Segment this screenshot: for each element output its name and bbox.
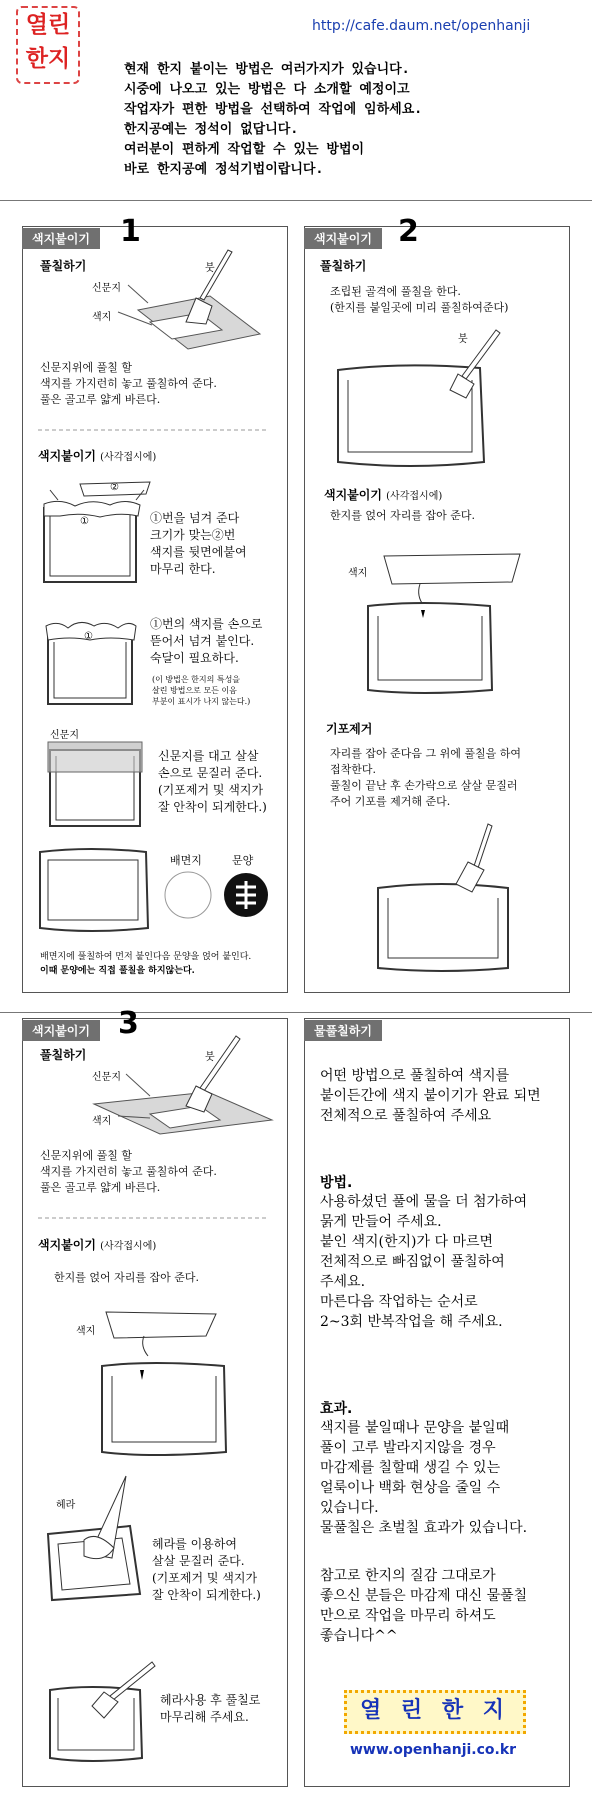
label-spatula: 헤라: [56, 1500, 76, 1511]
intro-line: 여러분이 편하게 작업할 수 있는 방법이: [124, 142, 365, 157]
section-tag: 물풀칠하기: [304, 1020, 382, 1041]
text-line: 신문지를 대고 살살: [158, 749, 259, 763]
method-heading: 방법.: [320, 1175, 353, 1191]
text-line: 마무리 한다.: [150, 562, 216, 576]
text-line: 얼룩이나 백화 현상을 줄일 수: [320, 1480, 501, 1496]
leader-line: [126, 1074, 150, 1096]
text-line: ①번을 넘겨 준다: [150, 511, 240, 525]
text-line: 신문지위에 풀칠 할: [40, 1149, 133, 1162]
text-line: 배면지에 풀칠하여 먼저 붙인다음 문양을 얹어 붙인다.: [40, 952, 252, 962]
mark-1: ①: [80, 516, 89, 527]
text-line: 풀칠이 끝난 후 손가락으로 살살 문질러: [330, 779, 518, 792]
section-tag: 색지붙이기: [22, 1020, 100, 1041]
text-line: (기포제거 및 색지가: [158, 783, 264, 797]
mark-1: ①: [84, 631, 93, 642]
text-line: 풀은 골고루 얇게 바른다.: [40, 1181, 161, 1194]
heading-note: (사각접시에): [100, 1241, 157, 1252]
note-text: [320, 1566, 527, 1646]
text-line: 부분이 표시가 나지 않는다.): [152, 697, 251, 706]
text-line: 뜯어서 넘겨 붙인다.: [150, 634, 255, 648]
step-number: 2: [398, 214, 419, 249]
brand-logo: 열 린 한 지: [344, 1690, 526, 1734]
heading-note: (사각접시에): [386, 491, 443, 502]
text-line: 마감제를 칠할때 생길 수 있는: [320, 1460, 501, 1476]
text-line: 헤라사용 후 풀칠로: [160, 1693, 261, 1707]
heading-text: 색지붙이기: [38, 449, 96, 463]
text-line: 풀은 골고루 얇게 바른다.: [40, 393, 161, 406]
text-line: 조립된 골격에 풀칠을 한다.: [330, 285, 461, 298]
text-line: 자리를 잡아 준다음 그 위에 풀칠을 하여: [330, 747, 521, 760]
intro-line: 시중에 나오고 있는 방법은 다 소개할 예정이고: [124, 82, 410, 97]
text-line: 물풀칠은 초벌칠 효과가 있습니다.: [320, 1520, 528, 1536]
heading-text: 색지붙이기: [38, 1238, 96, 1252]
color-paper-sheet: [106, 1312, 216, 1338]
label-paper: 색지: [92, 1116, 112, 1127]
text-line: 색지를 붙일때나 문양을 붙일때: [320, 1420, 510, 1436]
text-line: 헤라를 이용하여: [152, 1537, 237, 1551]
label-newspaper: 신문지: [50, 730, 79, 741]
heading-note: (사각접시에): [100, 452, 157, 463]
label-pattern: 문양: [232, 854, 254, 867]
text-line: 색지를 뒷면에붙여: [150, 545, 247, 559]
text-line: 어떤 방법으로 풀칠하여 색지를: [320, 1068, 510, 1084]
text-line: 이때 문양에는 직접 풀칠을 하지않는다.: [40, 966, 195, 976]
text-line: 전체적으로 풀칠하여 주세요: [320, 1108, 492, 1124]
label-paper: 색지: [76, 1326, 96, 1337]
text-line: ①번의 색지를 손으로: [150, 617, 263, 631]
text-line: (기포제거 및 색지가: [152, 1571, 258, 1585]
method-text: [320, 1192, 527, 1332]
intro-line: 한지공예는 정석이 없답니다.: [124, 122, 299, 137]
text-line: 붙이든간에 색지 붙이기가 완료 되면: [320, 1088, 541, 1104]
text-line: 참고로 한지의 질감 그대로가: [320, 1568, 496, 1584]
intro-line: 작업자가 편한 방법을 선택하여 작업에 임하세요.: [124, 102, 423, 117]
text-line: 묽게 만들어 주세요.: [320, 1214, 442, 1230]
section-tag: 색지붙이기: [304, 228, 382, 249]
logo-line2: 한지: [25, 46, 71, 72]
logo-line1: 열린: [25, 12, 71, 38]
text-line: 좋으신 분들은 마감제 대신 물풀칠: [320, 1588, 528, 1604]
text-line: 색지를 가지런히 놓고 풀칠하여 준다.: [40, 377, 217, 390]
label-newspaper: 신문지: [92, 283, 121, 294]
text-line: 붙인 색지(한지)가 다 마르면: [320, 1234, 494, 1250]
frame-icon: [102, 1363, 226, 1455]
attach-text: 한지를 얹어 자리를 잡아 준다.: [54, 1271, 199, 1284]
text-line: 풀이 고루 발라지지않을 경우: [320, 1440, 496, 1456]
label-newspaper: 신문지: [92, 1072, 121, 1083]
text-line: 접착한다.: [330, 763, 377, 776]
attach-text: 한지를 얹어 자리를 잡아 준다.: [330, 509, 475, 522]
intro-line: 현재 한지 붙이는 방법은 여러가지가 있습니다.: [124, 62, 410, 77]
text-line: 주세요.: [320, 1274, 366, 1290]
text-line: 있습니다.: [320, 1500, 379, 1516]
label-brush: 붓: [458, 334, 468, 345]
text-line: 살린 방법으로 모든 이음: [152, 686, 237, 695]
label-background-paper: 배면지: [170, 854, 202, 867]
text-line: 잘 안착이 되게한다.): [152, 1588, 261, 1602]
step-number: 1: [120, 214, 141, 249]
text-line: 전체적으로 빠짐없이 풀칠하여: [320, 1254, 505, 1270]
heading-text: 색지붙이기: [324, 488, 382, 502]
label-paper: 색지: [92, 312, 112, 323]
text-line: 크기가 맞는②번: [150, 528, 236, 542]
text-line: 사용하셨던 풀에 물을 더 첨가하여: [320, 1194, 528, 1210]
label-brush: 붓: [205, 1052, 215, 1063]
section-tag: 색지붙이기: [22, 228, 100, 249]
brand-url-link[interactable]: www.openhanji.co.kr: [350, 1742, 517, 1758]
text-line: (한지를 붙일곳에 미리 풀칠하여준다): [330, 301, 509, 314]
mark-2: ②: [110, 482, 119, 493]
glue-heading: 풀칠하기: [320, 259, 367, 273]
step-number: 3: [118, 1006, 139, 1041]
glue-heading: 풀칠하기: [40, 1048, 87, 1062]
intro-line: 바로 한지공예 정석기법이랍니다.: [124, 162, 324, 177]
effect-text: [320, 1418, 527, 1538]
text-line: 만으로 작업을 마무리 하셔도: [320, 1608, 496, 1624]
text-line: 좋습니다^^: [320, 1628, 398, 1644]
text-line: 2~3회 반복작업을 해 주세요.: [320, 1314, 503, 1330]
leader-line: [143, 1336, 148, 1356]
bubble-heading: 기포제거: [326, 722, 373, 736]
effect-heading: 효과.: [320, 1401, 353, 1417]
label-paper: 색지: [348, 568, 368, 579]
label-brush: 붓: [205, 263, 215, 274]
text-line: 숙달이 필요하다.: [150, 651, 239, 665]
text-line: 신문지위에 풀칠 할: [40, 361, 133, 374]
site-url-link[interactable]: http://cafe.daum.net/openhanji: [312, 18, 531, 34]
text-line: 마무리해 주세요.: [160, 1710, 249, 1724]
text-line: 주어 기포를 제거해 준다.: [330, 795, 451, 808]
text-line: 마른다음 작업하는 순서로: [320, 1294, 478, 1310]
text-line: 손으로 문질러 준다.: [158, 766, 263, 780]
text-line: 잘 안착이 되게한다.): [158, 800, 267, 814]
text-line: (이 방법은 한지의 특성을: [152, 675, 241, 684]
glue-heading: 풀칠하기: [40, 259, 87, 273]
text-line: 살살 문질러 준다.: [152, 1554, 245, 1568]
text-line: 색지를 가지런히 놓고 풀칠하여 준다.: [40, 1165, 217, 1178]
brush-icon: [200, 1036, 240, 1091]
water-glue-intro: [320, 1066, 541, 1126]
